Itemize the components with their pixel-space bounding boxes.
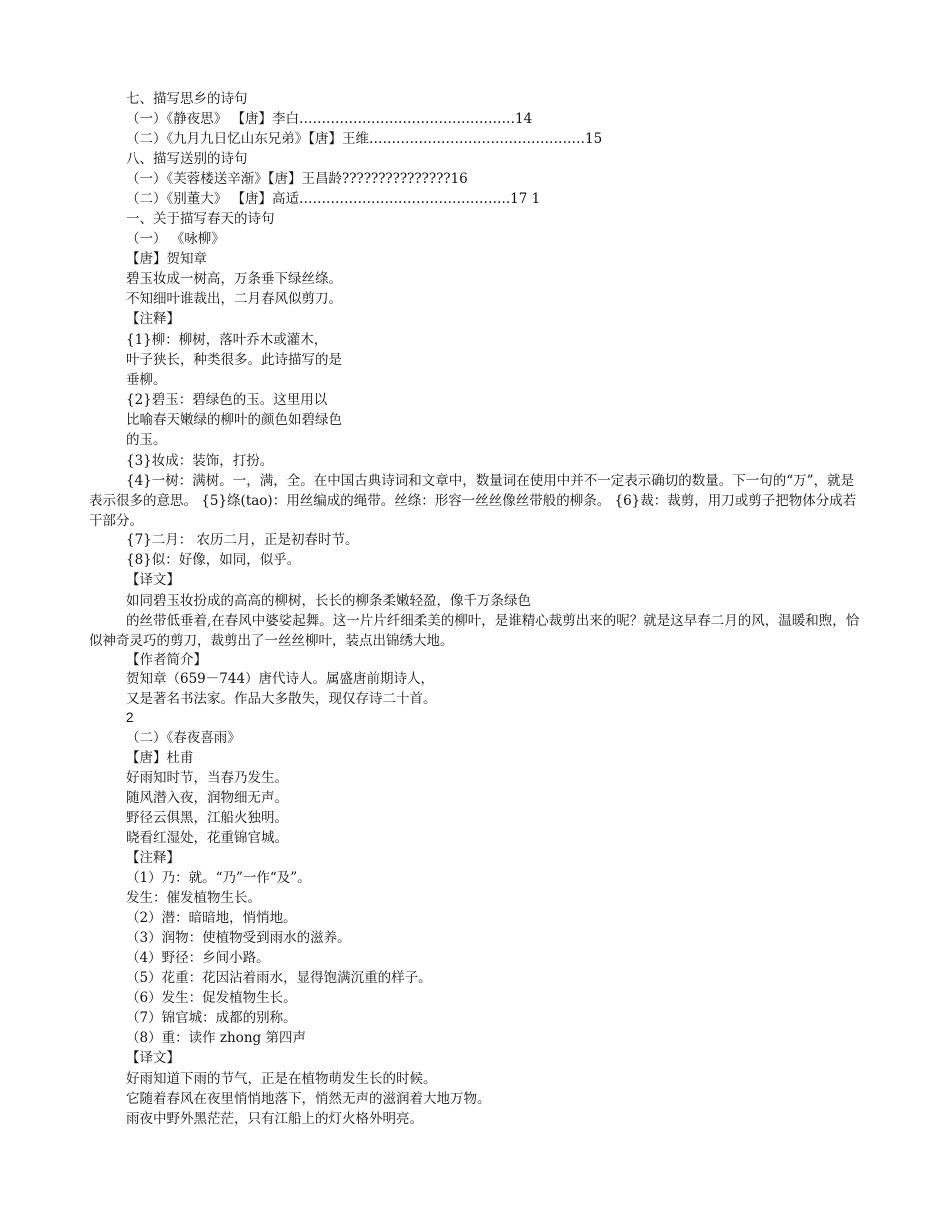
note-line: 的玉。 [126,432,167,448]
author-bio-line: 贺知章（659－744）唐代诗人。属盛唐前期诗人， [126,671,435,687]
note-line: {8}似：好像，如同，似乎。 [126,552,301,568]
translation-header: 【译文】 [126,572,180,588]
toc-section-7: 七、描写思乡的诗句 [126,91,248,107]
poem-line: 晓看红湿处，花重锦官城。 [126,830,288,846]
toc-item-jingyesi: （一）《静夜思》 【唐】李白…………………………………………14 [126,111,533,127]
toc-item-jiuyuejiuri: （二）《九月九日忆山东兄弟》【唐】王维…………………………………………15 [126,131,603,147]
note-line: （7）锦官城：成都的别称。 [126,1010,297,1026]
poem-line: 随风潜入夜，润物细无声。 [126,790,288,806]
poem-author: 【唐】贺知章 [126,251,207,267]
note-line: （6）发生：促发植物生长。 [126,990,297,1006]
translation-line: 雨夜中野外黑茫茫，只有江船上的灯火格外明亮。 [126,1111,423,1127]
notes-header: 【注释】 [126,311,180,327]
poem-line: 野径云俱黑，江船火独明。 [126,810,288,826]
toc-item-furonglou: （一）《芙蓉楼送辛渐》【唐】王昌龄???????????????16 [126,171,468,187]
translation-line: 如同碧玉妆扮成的高高的柳树，长长的柳条柔嫩轻盈，像千万条绿色 [126,593,531,609]
note-line: （8）重：读作 zhong 第四声 [126,1030,306,1046]
note-line: （1）乃：就。“乃”一作“及”。 [126,870,311,886]
poem-title: （二）《春夜喜雨》 [126,730,241,746]
note-line: （4）野径：乡间小路。 [126,950,270,966]
note-line: {1}柳：柳树，落叶乔木或灌木， [126,332,328,348]
poem-line: 好雨知时节，当春乃发生。 [126,770,288,786]
translation-line: 它随着春风在夜里悄悄地落下，悄然无声的滋润着大地万物。 [126,1091,491,1107]
note-line: {3}妆成：装饰，打扮。 [126,453,274,469]
notes-header: 【注释】 [126,850,180,866]
note-line: {2}碧玉：碧绿色的玉。这里用以 [126,392,328,408]
note-line: （2）潜：暗暗地，悄悄地。 [126,910,297,926]
note-line: 比喻春天嫩绿的柳叶的颜色如碧绿色 [126,412,342,428]
translation-header: 【译文】 [126,1050,180,1066]
note-line: 叶子狭长，种类很多。此诗描写的是 [126,352,342,368]
toc-section-8: 八、描写送别的诗句 [126,151,248,167]
poem-author: 【唐】杜甫 [126,750,194,766]
poem-line: 碧玉妆成一树高，万条垂下绿丝绦。 [126,271,342,287]
note-line: 发生：催发植物生长。 [126,890,261,906]
note-line: {7}二月： 农历二月，正是初春时节。 [126,532,359,548]
note-line: （3）润物：使植物受到雨水的滋养。 [126,930,351,946]
author-bio-line: 又是著名书法家。作品大多散失，现仅存诗二十首。 [126,691,437,707]
note-line: （5）花重：花因沾着雨水，显得饱满沉重的样子。 [126,970,432,986]
toc-item-biedongda: （二）《别董大》 【唐】高适………………………………………..17 1 [126,191,541,207]
note-line: 垂柳。 [126,372,167,388]
poem-title: （一） 《咏柳》 [126,231,225,247]
translation-paragraph: 的丝带低垂着,在春风中婆娑起舞。这一片片纤细柔美的柳叶，是谁精心裁剪出来的呢？就是这早春二月的风，温暖和煦，恰似神奇灵巧的剪刀，裁剪出了一丝丝柳叶，装点出锦绣大地。 [89,613,860,649]
author-bio-header: 【作者简介】 [126,652,207,668]
page-number: 2 [126,710,134,725]
poem-line: 不知细叶谁裁出，二月春风似剪刀。 [126,291,342,307]
note-paragraph: {4}一树：满树。一，满，全。在中国古典诗词和文章中，数量词在使用中并不一定表示确切的数量。下一句的“万”，就是表示很多的意思。 {5}绦(tao)：用丝编成的绳带。丝绦：形容一丝丝像丝带般的柳条。 {6}裁：裁剪，用刀或剪子把物体分成若干部分。 [89,473,857,529]
translation-line: 好雨知道下雨的节气，正是在植物萌发生长的时候。 [126,1071,437,1087]
section-heading: 一、关于描写春天的诗句 [126,211,275,227]
